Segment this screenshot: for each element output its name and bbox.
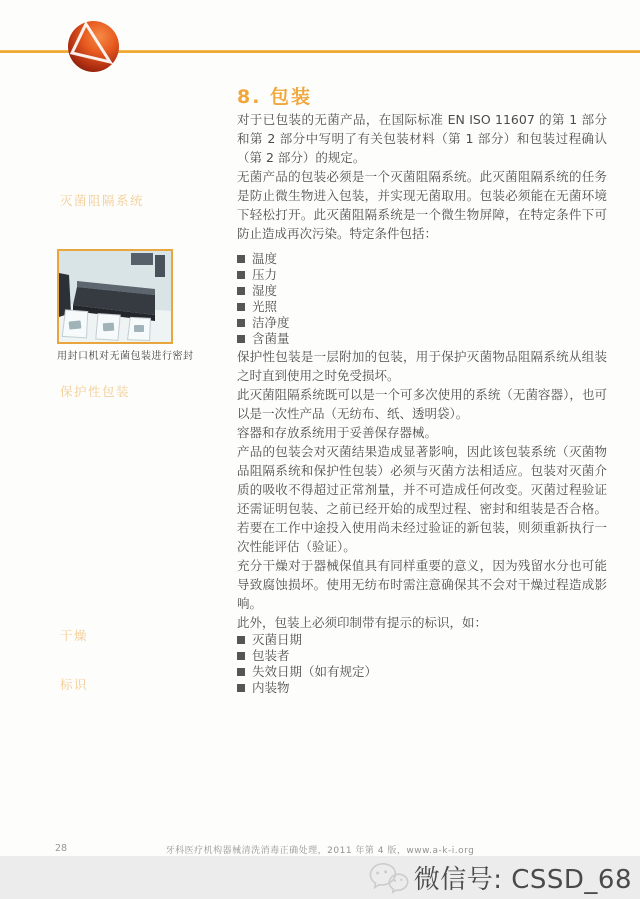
- paragraph-intro: 对于已包装的无菌产品，在国际标准 EN ISO 11607 的第 1 部分和第 2 部分中写明了有关包装材料（第 1 部分）和包装过程确认（第 2 部分）的规定。: [237, 112, 607, 165]
- list-item: [237, 299, 607, 315]
- list-item: [237, 632, 607, 648]
- page-number: 28: [55, 843, 68, 854]
- list-item-label: 洁净度: [252, 315, 290, 330]
- margin-label-protective-packaging: 保护性包装: [60, 384, 131, 399]
- list-item-label: 湿度: [252, 283, 278, 298]
- paragraph-sterile-barrier: 无菌产品的包装必须是一个灭菌阻隔系统。此灭菌阻隔系统的任务是防止微生物进入包装，并实现无菌取用。包装必须能在无菌环境下轻松打开。此灭菌阻隔系统是一个微生物屏障，在特定条件下可防止造成再次污染。特定条件包括：: [237, 169, 607, 241]
- list-item-label: 含菌量: [252, 331, 290, 346]
- paragraph-drying: 充分干燥对于器械保值具有同样重要的意义，因为残留水分也可能导致腐蚀损坏。使用无纺布时需注意确保其不会对干燥过程造成影响。: [237, 558, 607, 611]
- paragraph-protective: 保护性包装是一层附加的包装，用于保护灭菌物品阻隔系统从组装之时直到使用之时免受损坏。: [237, 349, 607, 383]
- square-bullet-icon: [237, 684, 245, 692]
- aki-logo-icon: [67, 20, 120, 73]
- figure-caption: 用封口机对无菌包装进行密封: [57, 351, 194, 362]
- square-bullet-icon: [237, 303, 245, 311]
- list-item-label: 压力: [252, 267, 278, 282]
- list-item-label: 温度: [252, 251, 278, 266]
- list-item: [237, 680, 607, 696]
- list-item: [237, 331, 607, 347]
- square-bullet-icon: [237, 287, 245, 295]
- square-bullet-icon: [237, 271, 245, 279]
- square-bullet-icon: [237, 652, 245, 660]
- paragraph-system-types: 此灭菌阻隔系统既可以是一个可多次使用的系统（无菌容器），也可以是一次性产品（无纺布、纸、透明袋）。: [237, 387, 607, 421]
- footer-text: 牙科医疗机构器械清洗消毒正确处理，2011 年第 4 版，www.a-k-i.org: [165, 846, 475, 856]
- square-bullet-icon: [237, 319, 245, 327]
- margin-label-drying: 干燥: [60, 628, 89, 643]
- list-item: [237, 267, 607, 283]
- square-bullet-icon: [237, 636, 245, 644]
- list-item: [237, 315, 607, 331]
- body-text-column: [237, 110, 607, 696]
- list-item: [237, 283, 607, 299]
- list-item-label: 灭菌日期: [252, 632, 303, 647]
- figure-sealing-machine-photo: [57, 249, 173, 344]
- wechat-logo-icon: [368, 860, 410, 896]
- condition-list: [237, 251, 607, 347]
- list-item: [237, 251, 607, 267]
- margin-label-sterile-barrier: 灭菌阻隔系统: [60, 193, 145, 208]
- list-item-label: 光照: [252, 299, 278, 314]
- list-item-label: 包装者: [252, 648, 290, 663]
- square-bullet-icon: [237, 255, 245, 263]
- wechat-watermark-bar: [0, 856, 640, 899]
- section-title: 8. 包装: [237, 86, 313, 108]
- paragraph-containers: 容器和存放系统用于妥善保存器械。: [237, 425, 438, 440]
- wechat-id-text: 微信号: CSSD_68: [413, 865, 632, 895]
- margin-label-labeling: 标识: [60, 677, 89, 692]
- list-item-label: 内装物: [252, 680, 290, 695]
- paragraph-validation: 产品的包装会对灭菌结果造成显著影响，因此该包装系统（灭菌物品阻隔系统和保护性包装）必须与灭菌方法相适应。包装对灭菌介质的吸收不得超过正常剂量，并不可造成任何改变。灭菌过程验证还需证明包装、之前已经开始的成型过程、密封和组装是否合格。若要在工作中途投入使用尚未经过验证的新包装，则须重新执行一次性能评估（验证）。: [237, 444, 607, 554]
- square-bullet-icon: [237, 668, 245, 676]
- label-list: [237, 632, 607, 696]
- list-item: [237, 648, 607, 664]
- square-bullet-icon: [237, 335, 245, 343]
- paragraph-labeling-intro: 此外，包装上必须印制带有提示的标识，如：: [237, 615, 488, 630]
- list-item-label: 失效日期（如有规定）: [252, 664, 378, 679]
- list-item: [237, 664, 607, 680]
